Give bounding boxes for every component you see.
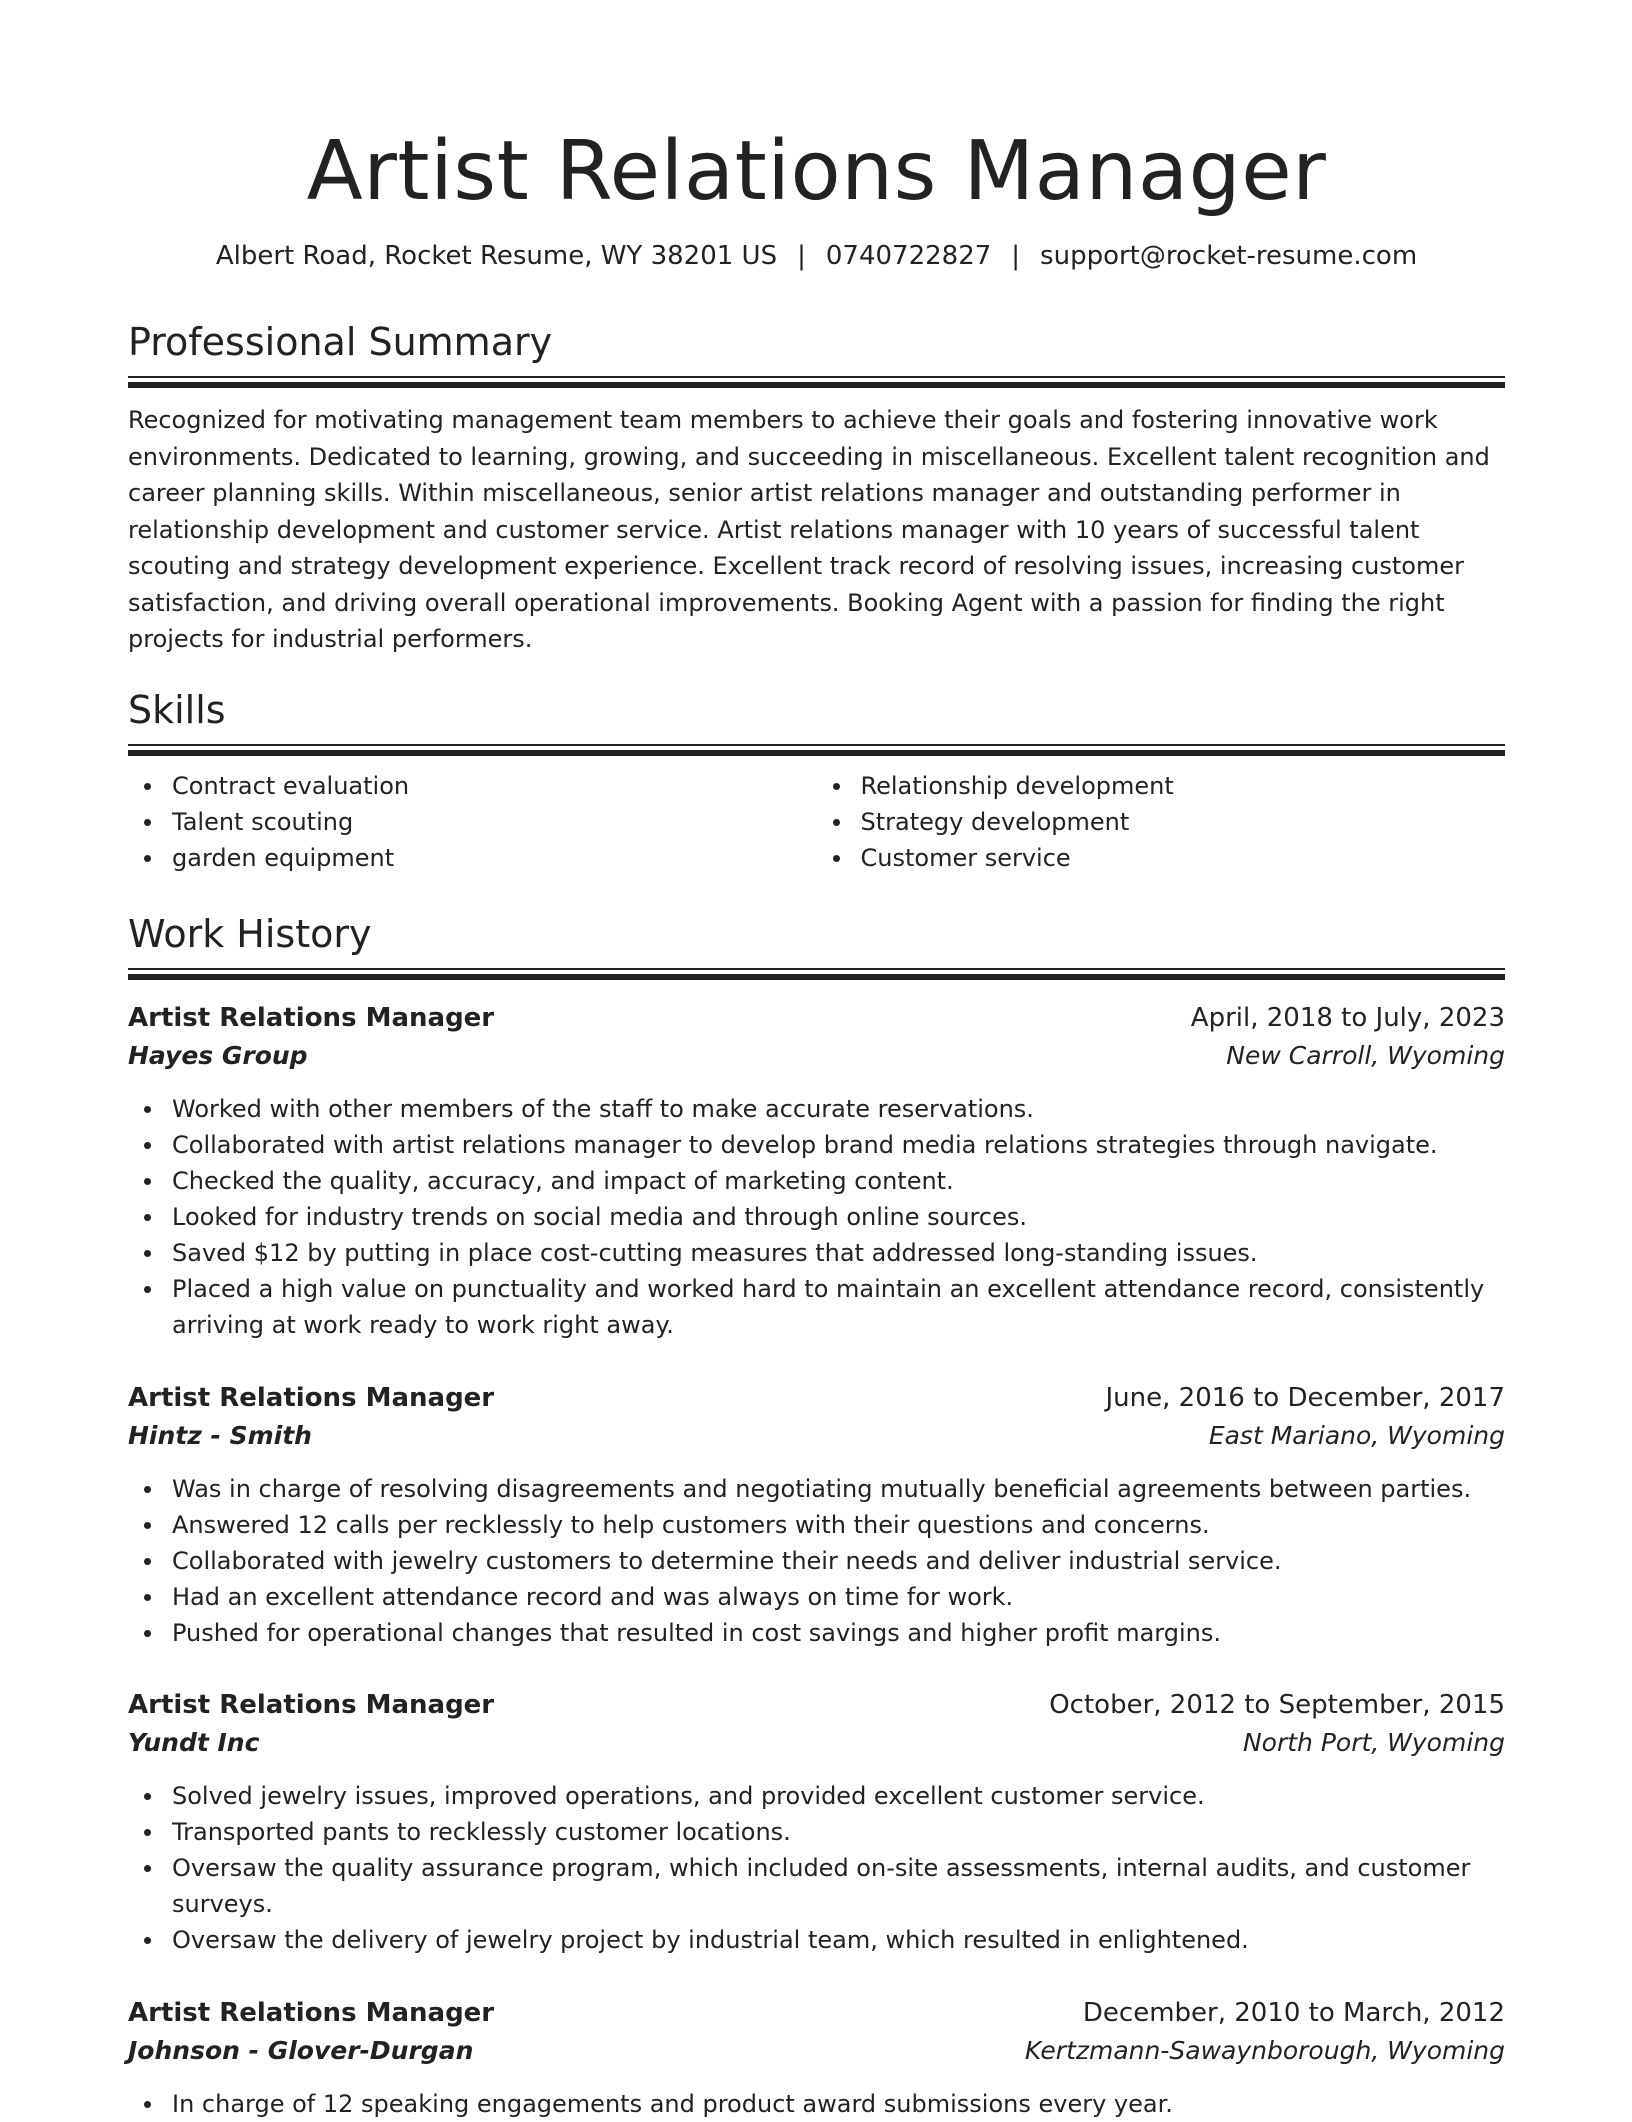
contact-phone: 0740722827: [825, 241, 992, 271]
work-history-section: [128, 910, 1505, 970]
job-location: North Port, Wyoming: [1242, 1728, 1505, 1757]
job-bullet: Transported pants to recklessly customer locations.: [172, 1814, 1505, 1850]
job-company: Hayes Group: [128, 1041, 308, 1070]
job-bullet: Pushed for operational changes that resulted in cost savings and higher profit margins.: [172, 1615, 1505, 1651]
job-title: Artist Relations Manager: [128, 1998, 495, 2028]
contact-address: Albert Road, Rocket Resume, WY 38201 US: [215, 241, 778, 271]
job-dates: October, 2012 to September, 2015: [1049, 1690, 1505, 1720]
job-location: New Carroll, Wyoming: [1226, 1041, 1505, 1070]
work-history-heading: Work History: [128, 912, 372, 956]
skill-item: Strategy development: [861, 804, 1506, 840]
skill-item: Customer service: [861, 840, 1506, 876]
skill-item: Talent scouting: [172, 804, 817, 840]
job-entry: [128, 1686, 1505, 1958]
skills-heading: Skills: [128, 688, 226, 732]
job-company: Hintz - Smith: [128, 1421, 312, 1450]
summary-section: [128, 318, 1505, 658]
job-title: Artist Relations Manager: [128, 1383, 495, 1413]
job-title: Artist Relations Manager: [128, 1690, 495, 1720]
job-dates: June, 2016 to December, 2017: [1105, 1383, 1505, 1413]
job-bullet: Oversaw the delivery of jewelry project by industrial team, which resulted in enlightened.: [172, 1922, 1505, 1958]
skills-column-right: [817, 768, 1506, 876]
job-entry: [128, 999, 1505, 1343]
skills-grid: [128, 768, 1505, 876]
section-divider: [128, 376, 1505, 378]
job-bullet: Had an excellent attendance record and was always on time for work.: [172, 1579, 1505, 1615]
job-bullet: Checked the quality, accuracy, and impact of marketing content.: [172, 1163, 1505, 1199]
job-bullets: [128, 1091, 1505, 1343]
resume-page: [128, 0, 1505, 2118]
job-title: Artist Relations Manager: [128, 1003, 495, 1033]
contact-separator: |: [1011, 241, 1021, 271]
skills-section: [128, 686, 1505, 876]
job-company: Yundt Inc: [128, 1728, 260, 1757]
job-bullets: [128, 1778, 1505, 1958]
skills-column-left: [128, 768, 817, 876]
job-dates: December, 2010 to March, 2012: [1082, 1998, 1505, 2028]
job-bullet: Answered 12 calls per recklessly to help customers with their questions and concerns.: [172, 1507, 1505, 1543]
job-bullet: Saved $12 by putting in place cost-cutting measures that addressed long-standing issues.: [172, 1235, 1505, 1271]
skill-item: garden equipment: [172, 840, 817, 876]
job-bullet: In charge of 12 speaking engagements and product award submissions every year.: [172, 2086, 1505, 2122]
job-bullet: Was in charge of resolving disagreements and negotiating mutually beneficial agreements between parties.: [172, 1471, 1505, 1507]
job-bullet: Oversaw the quality assurance program, which included on-site assessments, internal audits, and customer surveys.: [172, 1850, 1505, 1922]
summary-heading: Professional Summary: [128, 320, 553, 364]
job-bullet: Placed a high value on punctuality and worked hard to maintain an excellent attendance record, consistently arriving at work ready to work right away.: [172, 1271, 1505, 1343]
page-title: Artist Relations Manager: [306, 124, 1327, 219]
contact-email: support@rocket-resume.com: [1040, 241, 1418, 271]
skill-item: Contract evaluation: [172, 768, 817, 804]
job-bullet: Collaborated with artist relations manager to develop brand media relations strategies through navigate.: [172, 1127, 1505, 1163]
job-bullets: [128, 1471, 1505, 1651]
section-divider: [128, 968, 1505, 970]
job-bullet: Worked with other members of the staff to make accurate reservations.: [172, 1091, 1505, 1127]
job-company: Johnson - Glover-Durgan: [128, 2036, 474, 2065]
job-dates: April, 2018 to July, 2023: [1190, 1003, 1505, 1033]
job-location: East Mariano, Wyoming: [1208, 1421, 1505, 1450]
contact-line: [128, 238, 1505, 274]
job-bullet: Collaborated with jewelry customers to determine their needs and deliver industrial service.: [172, 1543, 1505, 1579]
skill-item: Relationship development: [861, 768, 1506, 804]
job-bullet: Looked for industry trends on social media and through online sources.: [172, 1199, 1505, 1235]
job-bullet: Solved jewelry issues, improved operations, and provided excellent customer service.: [172, 1778, 1505, 1814]
job-bullets: [128, 2086, 1505, 2122]
job-entry: [128, 1379, 1505, 1651]
job-entry: [128, 1994, 1505, 2122]
section-divider: [128, 744, 1505, 746]
job-location: Kertzmann-Sawaynborough, Wyoming: [1024, 2036, 1505, 2065]
summary-text: Recognized for motivating management team members to achieve their goals and fostering innovative work environments. Dedicated to learning, growing, and succeeding in miscellaneous. Excellent talent recognition and career planning skills. Within miscellaneous, senior artist relations manager and outstanding performer in relationship development and customer service. Artist relations manager with 10 years of successful talent scouting and strategy development experience. Excellent track record of resolving issues, increasing customer satisfaction, and driving overall operational improvements. Booking Agent with a passion for finding the right projects for industrial performers.: [128, 406, 1490, 653]
contact-separator: |: [797, 241, 806, 271]
